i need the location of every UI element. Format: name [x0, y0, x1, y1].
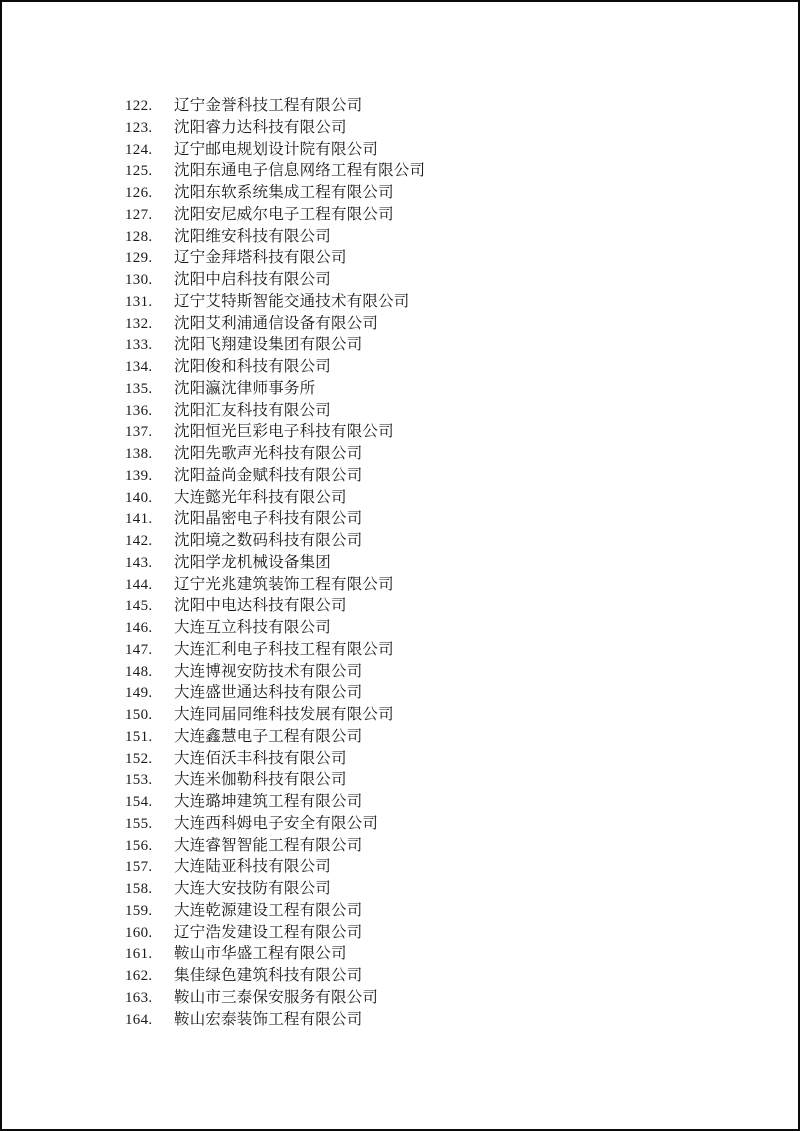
list-item: [125, 291, 425, 313]
item-number: 140.: [125, 489, 153, 506]
item-number: 133.: [125, 337, 153, 354]
company-name: 沈阳飞翔建设集团有限公司: [174, 336, 363, 354]
item-number: 148.: [125, 663, 153, 680]
list-item: [125, 160, 425, 182]
list-item: [125, 226, 425, 248]
item-number: 137.: [125, 424, 153, 441]
list-item: [125, 117, 425, 139]
item-number: 129.: [125, 250, 153, 267]
list-item: [125, 704, 425, 726]
company-name: 鞍山市华盛工程有限公司: [174, 945, 347, 963]
list-item: [125, 769, 425, 791]
company-name: 集佳绿色建筑科技有限公司: [174, 967, 363, 984]
company-name: 沈阳安尼威尔电子工程有限公司: [174, 205, 394, 223]
item-number: 147.: [125, 641, 153, 658]
item-number: 123.: [125, 119, 153, 136]
company-name: 辽宁艾特斯智能交通技术有限公司: [174, 292, 410, 310]
item-number: 132.: [125, 315, 153, 332]
company-name: 大连同届同维科技发展有限公司: [174, 706, 394, 723]
company-name: 大连米伽勒科技有限公司: [174, 771, 347, 789]
item-number: 144.: [125, 576, 153, 593]
item-number: 164.: [125, 1011, 153, 1028]
company-name: 辽宁邮电规划设计院有限公司: [174, 140, 379, 158]
company-name: 大连博视安防技术有限公司: [174, 662, 363, 680]
list-item: [125, 356, 425, 378]
item-number: 163.: [125, 989, 153, 1006]
list-item: [125, 269, 425, 291]
item-number: 131.: [125, 293, 153, 310]
item-number: 128.: [125, 228, 153, 245]
list-item: [125, 139, 425, 161]
item-number: 158.: [125, 881, 153, 897]
item-number: 150.: [125, 707, 153, 723]
item-number: 127.: [125, 206, 153, 223]
company-name: 沈阳维安科技有限公司: [174, 227, 332, 245]
company-name: 沈阳汇友科技有限公司: [174, 401, 332, 419]
company-name: 大连陆亚科技有限公司: [174, 858, 332, 876]
list-item: [125, 856, 425, 878]
item-number: 143.: [125, 554, 153, 571]
list-item: [125, 682, 425, 704]
list-item: [125, 443, 425, 465]
item-number: 146.: [125, 620, 153, 636]
item-number: 157.: [125, 859, 153, 876]
list-item: [125, 530, 425, 552]
item-number: 151.: [125, 728, 153, 745]
company-name: 大连懿光年科技有限公司: [174, 488, 347, 506]
list-item: [125, 574, 425, 596]
company-list: [125, 95, 425, 1030]
company-name: 沈阳益尚金赋科技有限公司: [174, 466, 363, 484]
item-number: 156.: [125, 837, 153, 854]
item-number: 130.: [125, 272, 153, 288]
list-item: [125, 878, 425, 900]
item-number: 155.: [125, 815, 153, 832]
list-item: [125, 465, 425, 487]
item-number: 126.: [125, 185, 153, 201]
item-number: 139.: [125, 467, 153, 484]
item-number: 154.: [125, 794, 153, 810]
company-name: 大连鑫慧电子工程有限公司: [174, 727, 363, 745]
company-name: 沈阳恒光巨彩电子科技有限公司: [174, 423, 394, 441]
list-item: [125, 247, 425, 269]
item-number: 124.: [125, 141, 153, 158]
item-number: 138.: [125, 446, 153, 462]
item-number: 149.: [125, 685, 153, 702]
list-item: [125, 965, 425, 987]
company-name: 鞍山市三泰保安服务有限公司: [174, 988, 379, 1006]
list-item: [125, 1009, 425, 1031]
item-number: 142.: [125, 533, 153, 549]
company-name: 大连璐坤建筑工程有限公司: [174, 793, 363, 810]
list-item: [125, 95, 425, 117]
list-item: [125, 943, 425, 965]
list-item: [125, 661, 425, 683]
item-number: 152.: [125, 750, 153, 767]
list-item: [125, 182, 425, 204]
list-item: [125, 487, 425, 509]
company-name: 大连大安技防有限公司: [174, 880, 332, 897]
company-name: 大连西科姆电子安全有限公司: [174, 814, 379, 832]
item-number: 153.: [125, 772, 153, 789]
item-number: 134.: [125, 359, 153, 375]
item-number: 160.: [125, 924, 153, 941]
company-name: 大连乾源建设工程有限公司: [174, 901, 363, 919]
item-number: 136.: [125, 402, 153, 419]
list-item: [125, 552, 425, 574]
list-item: [125, 791, 425, 813]
company-name: 沈阳俊和科技有限公司: [174, 358, 332, 375]
company-name: 辽宁金拜塔科技有限公司: [174, 249, 347, 267]
item-number: 159.: [125, 902, 153, 919]
company-name: 大连睿智智能工程有限公司: [174, 836, 363, 854]
company-name: 沈阳中电达科技有限公司: [174, 597, 347, 615]
company-name: 沈阳中启科技有限公司: [174, 271, 332, 288]
company-name: 辽宁光兆建筑装饰工程有限公司: [174, 575, 394, 593]
list-item: [125, 204, 425, 226]
company-name: 大连汇利电子科技工程有限公司: [174, 640, 394, 658]
item-number: 161.: [125, 946, 153, 963]
company-name: 沈阳先歌声光科技有限公司: [174, 445, 363, 462]
item-number: 122.: [125, 98, 153, 114]
company-name: 沈阳学龙机械设备集团: [174, 553, 332, 571]
list-item: [125, 639, 425, 661]
company-name: 辽宁浩发建设工程有限公司: [174, 923, 363, 941]
list-item: [125, 617, 425, 639]
list-item: [125, 421, 425, 443]
company-name: 沈阳东通电子信息网络工程有限公司: [174, 162, 426, 180]
list-item: [125, 400, 425, 422]
item-number: 125.: [125, 163, 153, 180]
list-item: [125, 378, 425, 400]
company-name: 鞍山宏泰装饰工程有限公司: [174, 1010, 363, 1028]
list-item: [125, 748, 425, 770]
company-name: 沈阳晶密电子科技有限公司: [174, 510, 363, 528]
list-item: [125, 313, 425, 335]
list-item: [125, 726, 425, 748]
item-number: 141.: [125, 511, 153, 528]
company-name: 沈阳东软系统集成工程有限公司: [174, 184, 394, 201]
list-item: [125, 813, 425, 835]
item-number: 162.: [125, 968, 153, 984]
company-name: 辽宁金誉科技工程有限公司: [174, 97, 363, 114]
list-item: [125, 595, 425, 617]
list-item: [125, 900, 425, 922]
list-item: [125, 334, 425, 356]
list-item: [125, 835, 425, 857]
item-number: 135.: [125, 380, 153, 397]
company-name: 大连盛世通达科技有限公司: [174, 684, 363, 702]
list-item: [125, 987, 425, 1009]
company-name: 沈阳境之数码科技有限公司: [174, 532, 363, 549]
list-item: [125, 922, 425, 944]
company-name: 大连互立科技有限公司: [174, 619, 332, 636]
company-name: 沈阳艾利浦通信设备有限公司: [174, 314, 379, 332]
list-item: [125, 508, 425, 530]
company-name: 沈阳瀛沈律师事务所: [174, 379, 316, 397]
item-number: 145.: [125, 598, 153, 615]
company-name: 大连佰沃丰科技有限公司: [174, 749, 347, 767]
company-name: 沈阳睿力达科技有限公司: [174, 118, 347, 136]
